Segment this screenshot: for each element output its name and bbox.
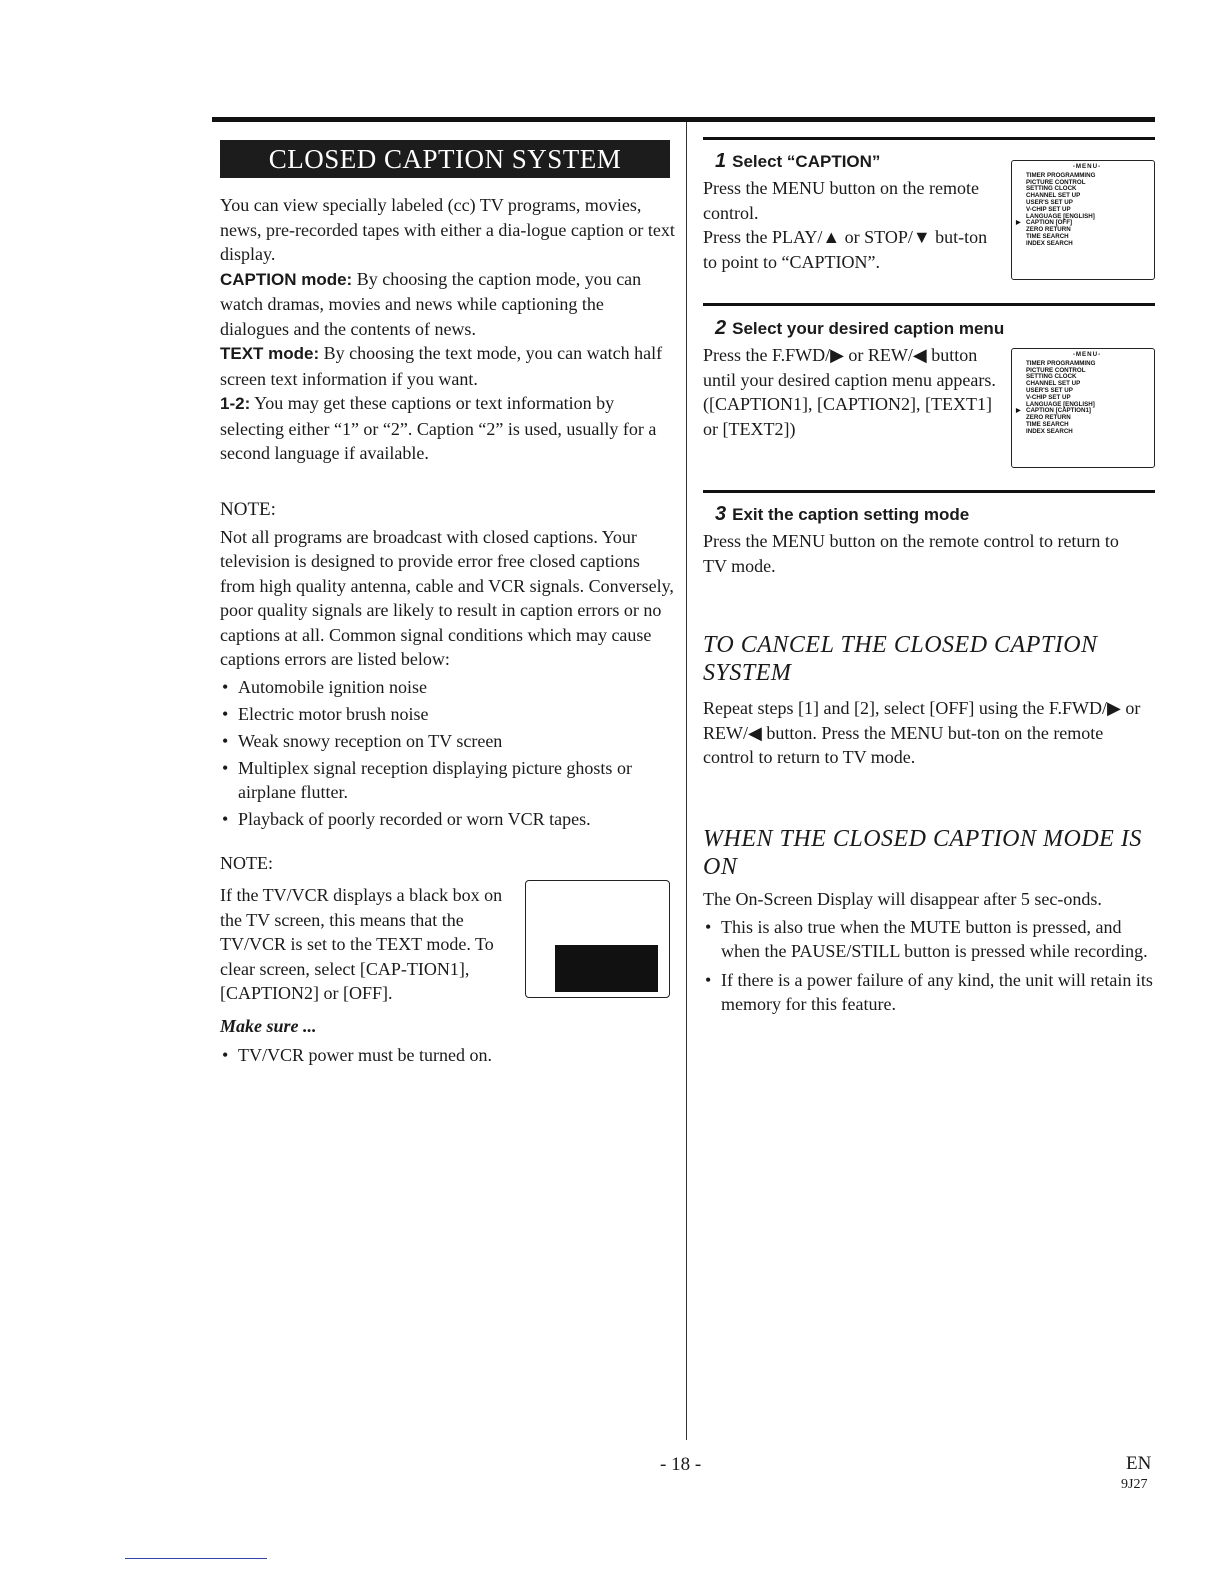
language-code: EN (1126, 1453, 1152, 1474)
page-number: - 18 - (660, 1454, 702, 1475)
column-divider (686, 122, 687, 1440)
list-item: • Electric motor brush noise (220, 702, 675, 727)
when-on-section (703, 887, 1158, 1019)
note-heading: NOTE: (220, 499, 276, 520)
signal-conditions-list (220, 675, 675, 832)
menu-screen-2 (1011, 348, 1155, 468)
menu-item: V-CHIP SET UP (1026, 393, 1071, 401)
step2-text: Press the F.FWD/▶ or REW/◀ button until your desired caption menu appears. ([CAPTION1], [CAPTION2], [TEXT1] or [TEXT2]) (703, 345, 996, 439)
caption-mode-text: By choosing the caption mode, you can watch dramas, movies and news while captioning the dialogues and the contents of news. (220, 268, 642, 339)
menu-item: PICTURE CONTROL (1026, 366, 1086, 374)
list-item: • Weak snowy reception on TV screen (220, 729, 675, 754)
step2-rule (703, 303, 1155, 306)
menu-item: CHANNEL SET UP (1026, 380, 1081, 388)
note2-heading: NOTE: (220, 853, 273, 873)
step1-heading (703, 150, 880, 173)
note2-text: If the TV/VCR displays a black box on the TV screen, this means that the TV/VCR is set to the TEXT mode. To clear screen, select [CAP-TION1], [CAPTION2] or [OFF]. (220, 885, 503, 1003)
menu-item: INDEX SEARCH (1026, 427, 1073, 435)
menu-title: -MENU- (1072, 163, 1102, 170)
step2-number: 2 (715, 317, 727, 339)
step3-text: Press the MENU button on the remote control to return to TV mode. (703, 531, 1119, 576)
step1-number: 1 (715, 150, 727, 172)
step1-rule (703, 137, 1155, 140)
note-text: Not all programs are broadcast with closed captions. Your television is designed to provide error free closed captions from high quality antenna, cable and VCR signals. Conversely, poor quality signals are likely to result in caption errors or no captions at all. Common signal conditions which may cause captions errors are listed below: (220, 526, 674, 669)
menu-item: TIMER PROGRAMMING (1026, 359, 1096, 367)
menu-item: LANGUAGE [ENGLISH] (1026, 400, 1095, 408)
text-mode-text: By choosing the text mode, you can watch half screen text information if you want. (220, 343, 663, 389)
menu-item: TIME SEARCH (1026, 420, 1069, 428)
menu-item: CHANNEL SET UP (1026, 192, 1081, 200)
menu-item: LANGUAGE [ENGLISH] (1026, 212, 1095, 220)
when-on-heading: WHEN THE CLOSED CAPTION MODE IS ON (703, 826, 1142, 880)
menu-title: -MENU- (1072, 351, 1102, 358)
menu-item: SETTING CLOCK (1026, 185, 1077, 193)
text-mode-paragraph (220, 341, 675, 391)
list-item: • TV/VCR power must be turned on. (220, 1043, 675, 1068)
step3-rule (703, 490, 1155, 493)
list-item: • Automobile ignition noise (220, 675, 675, 700)
step2-title: Select your desired caption menu (732, 319, 1005, 338)
step1-text: Press the MENU button on the remote control. Press the PLAY/▲ or STOP/▼ but-ton to point to “CAPTION”. (703, 178, 988, 272)
list-item: • Multiplex signal reception displaying picture ghosts or airplane flutter. (220, 756, 675, 805)
menu-item: INDEX SEARCH (1026, 239, 1073, 247)
menu-item: TIME SEARCH (1026, 232, 1069, 240)
caption-mode-paragraph (220, 267, 675, 342)
list-item: • If there is a power failure of any kind, the unit will retain its memory for this feature. (703, 968, 1158, 1017)
note-section (220, 498, 675, 834)
step3-number: 3 (715, 503, 727, 525)
text-mode-label: TEXT mode: (220, 344, 320, 363)
intro-text: You can view specially labeled (cc) TV programs, movies, news, pre-recorded tapes with either a dia-logue caption or text display. (220, 195, 675, 264)
when-on-list (703, 915, 1158, 1017)
menu-item: ZERO RETURN (1026, 226, 1071, 234)
step1-title: Select “CAPTION” (732, 152, 881, 171)
model-code: 9J27 (1121, 1477, 1148, 1492)
menu-item: ZERO RETURN (1026, 414, 1071, 422)
make-sure-section (220, 1014, 675, 1070)
list-item: • This is also true when the MUTE button is pressed, and when the PAUSE/STILL button is pressed while recording. (703, 915, 1158, 964)
menu-item: SETTING CLOCK (1026, 373, 1077, 381)
one-two-paragraph (220, 391, 675, 466)
menu-item-selected: ▶ CAPTION [OFF] (1026, 220, 1148, 227)
cancel-text: Repeat steps [1] and [2], select [OFF] using the F.FWD/▶ or REW/◀ button. Press the MENU but-ton on the remote control to return to TV mode. (703, 698, 1141, 767)
footer-line (125, 1558, 267, 1559)
step3-heading (703, 503, 969, 526)
menu-item: TIMER PROGRAMMING (1026, 171, 1096, 179)
cancel-heading: TO CANCEL THE CLOSED CAPTION SYSTEM (703, 632, 1098, 686)
intro-paragraph (220, 193, 675, 466)
step3-title: Exit the caption setting mode (732, 505, 970, 524)
step2-heading (703, 317, 1004, 340)
menu-screen-1 (1011, 160, 1155, 280)
one-two-text: You may get these captions or text information by selecting either “1” or “2”. Caption “2” is used, usually for a second language if available. (220, 393, 657, 463)
caption-mode-label: CAPTION mode: (220, 269, 353, 289)
menu-item: USER'S SET UP (1026, 386, 1073, 394)
top-rule (212, 117, 1155, 122)
make-sure-list (220, 1043, 675, 1068)
when-on-text: The On-Screen Display will disappear after 5 sec-onds. (703, 889, 1102, 909)
black-box-illustration (555, 945, 658, 992)
list-item: • Playback of poorly recorded or worn VCR tapes. (220, 807, 675, 832)
one-two-label: 1-2: (220, 394, 251, 413)
menu-item: PICTURE CONTROL (1026, 178, 1086, 186)
section-title: CLOSED CAPTION SYSTEM (220, 140, 670, 178)
make-sure-heading: Make sure ... (220, 1016, 317, 1036)
menu-item: V-CHIP SET UP (1026, 205, 1071, 213)
menu-item: USER'S SET UP (1026, 198, 1073, 206)
menu-item-selected: ▶ CAPTION [CAPTION1] (1026, 408, 1148, 415)
